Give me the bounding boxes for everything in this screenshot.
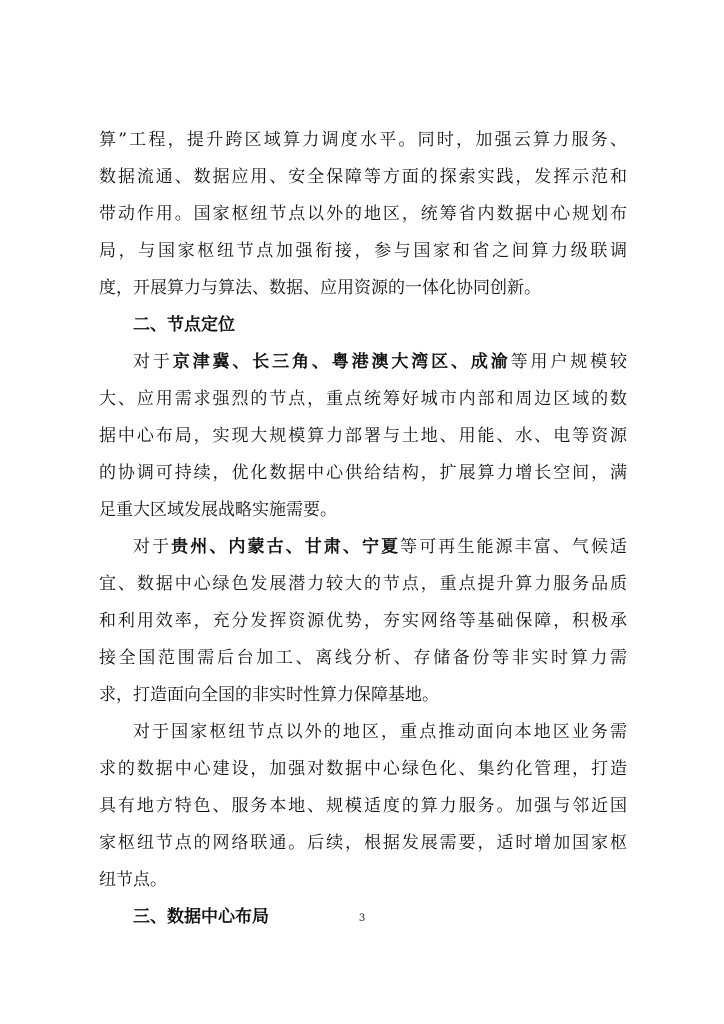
- paragraph-line: 宜、数据中心绿色发展潜力较大的节点，重点提升算力服务品质: [99, 574, 627, 594]
- paragraph-2: [99, 344, 627, 529]
- paragraph-line: 大、应用需求强烈的节点，重点统筹好城市内部和周边区域的数: [99, 389, 627, 409]
- text-suffix: 等用户规模较: [510, 352, 627, 372]
- paragraph-line: 纽节点。: [99, 870, 167, 890]
- section-heading-data-center-layout: 三、数据中心布局: [133, 907, 269, 927]
- paragraph-first-line: 对于国家枢纽节点以外的地区，重点推动面向本地区业务需: [133, 722, 627, 742]
- bold-region-list: 京津冀、长三角、粤港澳大湾区、成渝: [172, 352, 511, 372]
- paragraph-line: 接全国范围需后台加工、离线分析、存储备份等非实时算力需: [99, 648, 627, 668]
- paragraph-line: 据中心布局，实现大规模算力部署与土地、用能、水、电等资源: [99, 426, 627, 446]
- paragraph-line: 和利用效率，充分发挥资源优势，夯实网络等基础保障，积极承: [99, 611, 627, 631]
- paragraph-3: [99, 529, 627, 714]
- text-suffix: 等可再生能源丰富、气候适: [400, 537, 627, 557]
- paragraph-line: 家枢纽节点的网络联通。后续，根据发展需要，适时增加国家枢: [99, 833, 627, 853]
- paragraph-line: 数据流通、数据应用、安全保障等方面的探索实践，发挥示范和: [99, 167, 627, 187]
- paragraph-line: 求，打造面向全国的非实时性算力保障基地。: [99, 685, 439, 705]
- section-heading-node-positioning: 二、节点定位: [133, 315, 235, 335]
- paragraph-line: 度，开展算力与算法、数据、应用资源的一体化协同创新。: [99, 278, 541, 298]
- paragraph-first-line: [99, 344, 627, 381]
- text-prefix: 对于: [133, 537, 172, 557]
- paragraph-line: 的协调可持续，优化数据中心供给结构，扩展算力增长空间，满: [99, 463, 627, 483]
- paragraph-4: [99, 714, 627, 899]
- paragraph-line: 局，与国家枢纽节点加强衔接，参与国家和省之间算力级联调: [99, 241, 627, 261]
- paragraph-line: 具有地方特色、服务本地、规模适度的算力服务。加强与邻近国: [99, 796, 627, 816]
- text-prefix: 对于: [133, 352, 173, 372]
- page-number: 3: [358, 913, 366, 924]
- paragraph-1: [99, 122, 627, 307]
- paragraph-line: 足重大区域发展战略实施需要。: [99, 500, 337, 520]
- paragraph-line: 算”工程，提升跨区域算力调度水平。同时，加强云算力服务、: [99, 130, 627, 150]
- paragraph-line: 带动作用。国家枢纽节点以外的地区，统筹省内数据中心规划布: [99, 204, 627, 224]
- bold-region-list: 贵州、内蒙古、甘肃、宁夏: [171, 537, 401, 557]
- page-body: [99, 122, 627, 936]
- paragraph-line: 求的数据中心建设，加强对数据中心绿色化、集约化管理，打造: [99, 759, 627, 779]
- paragraph-first-line: [99, 529, 627, 566]
